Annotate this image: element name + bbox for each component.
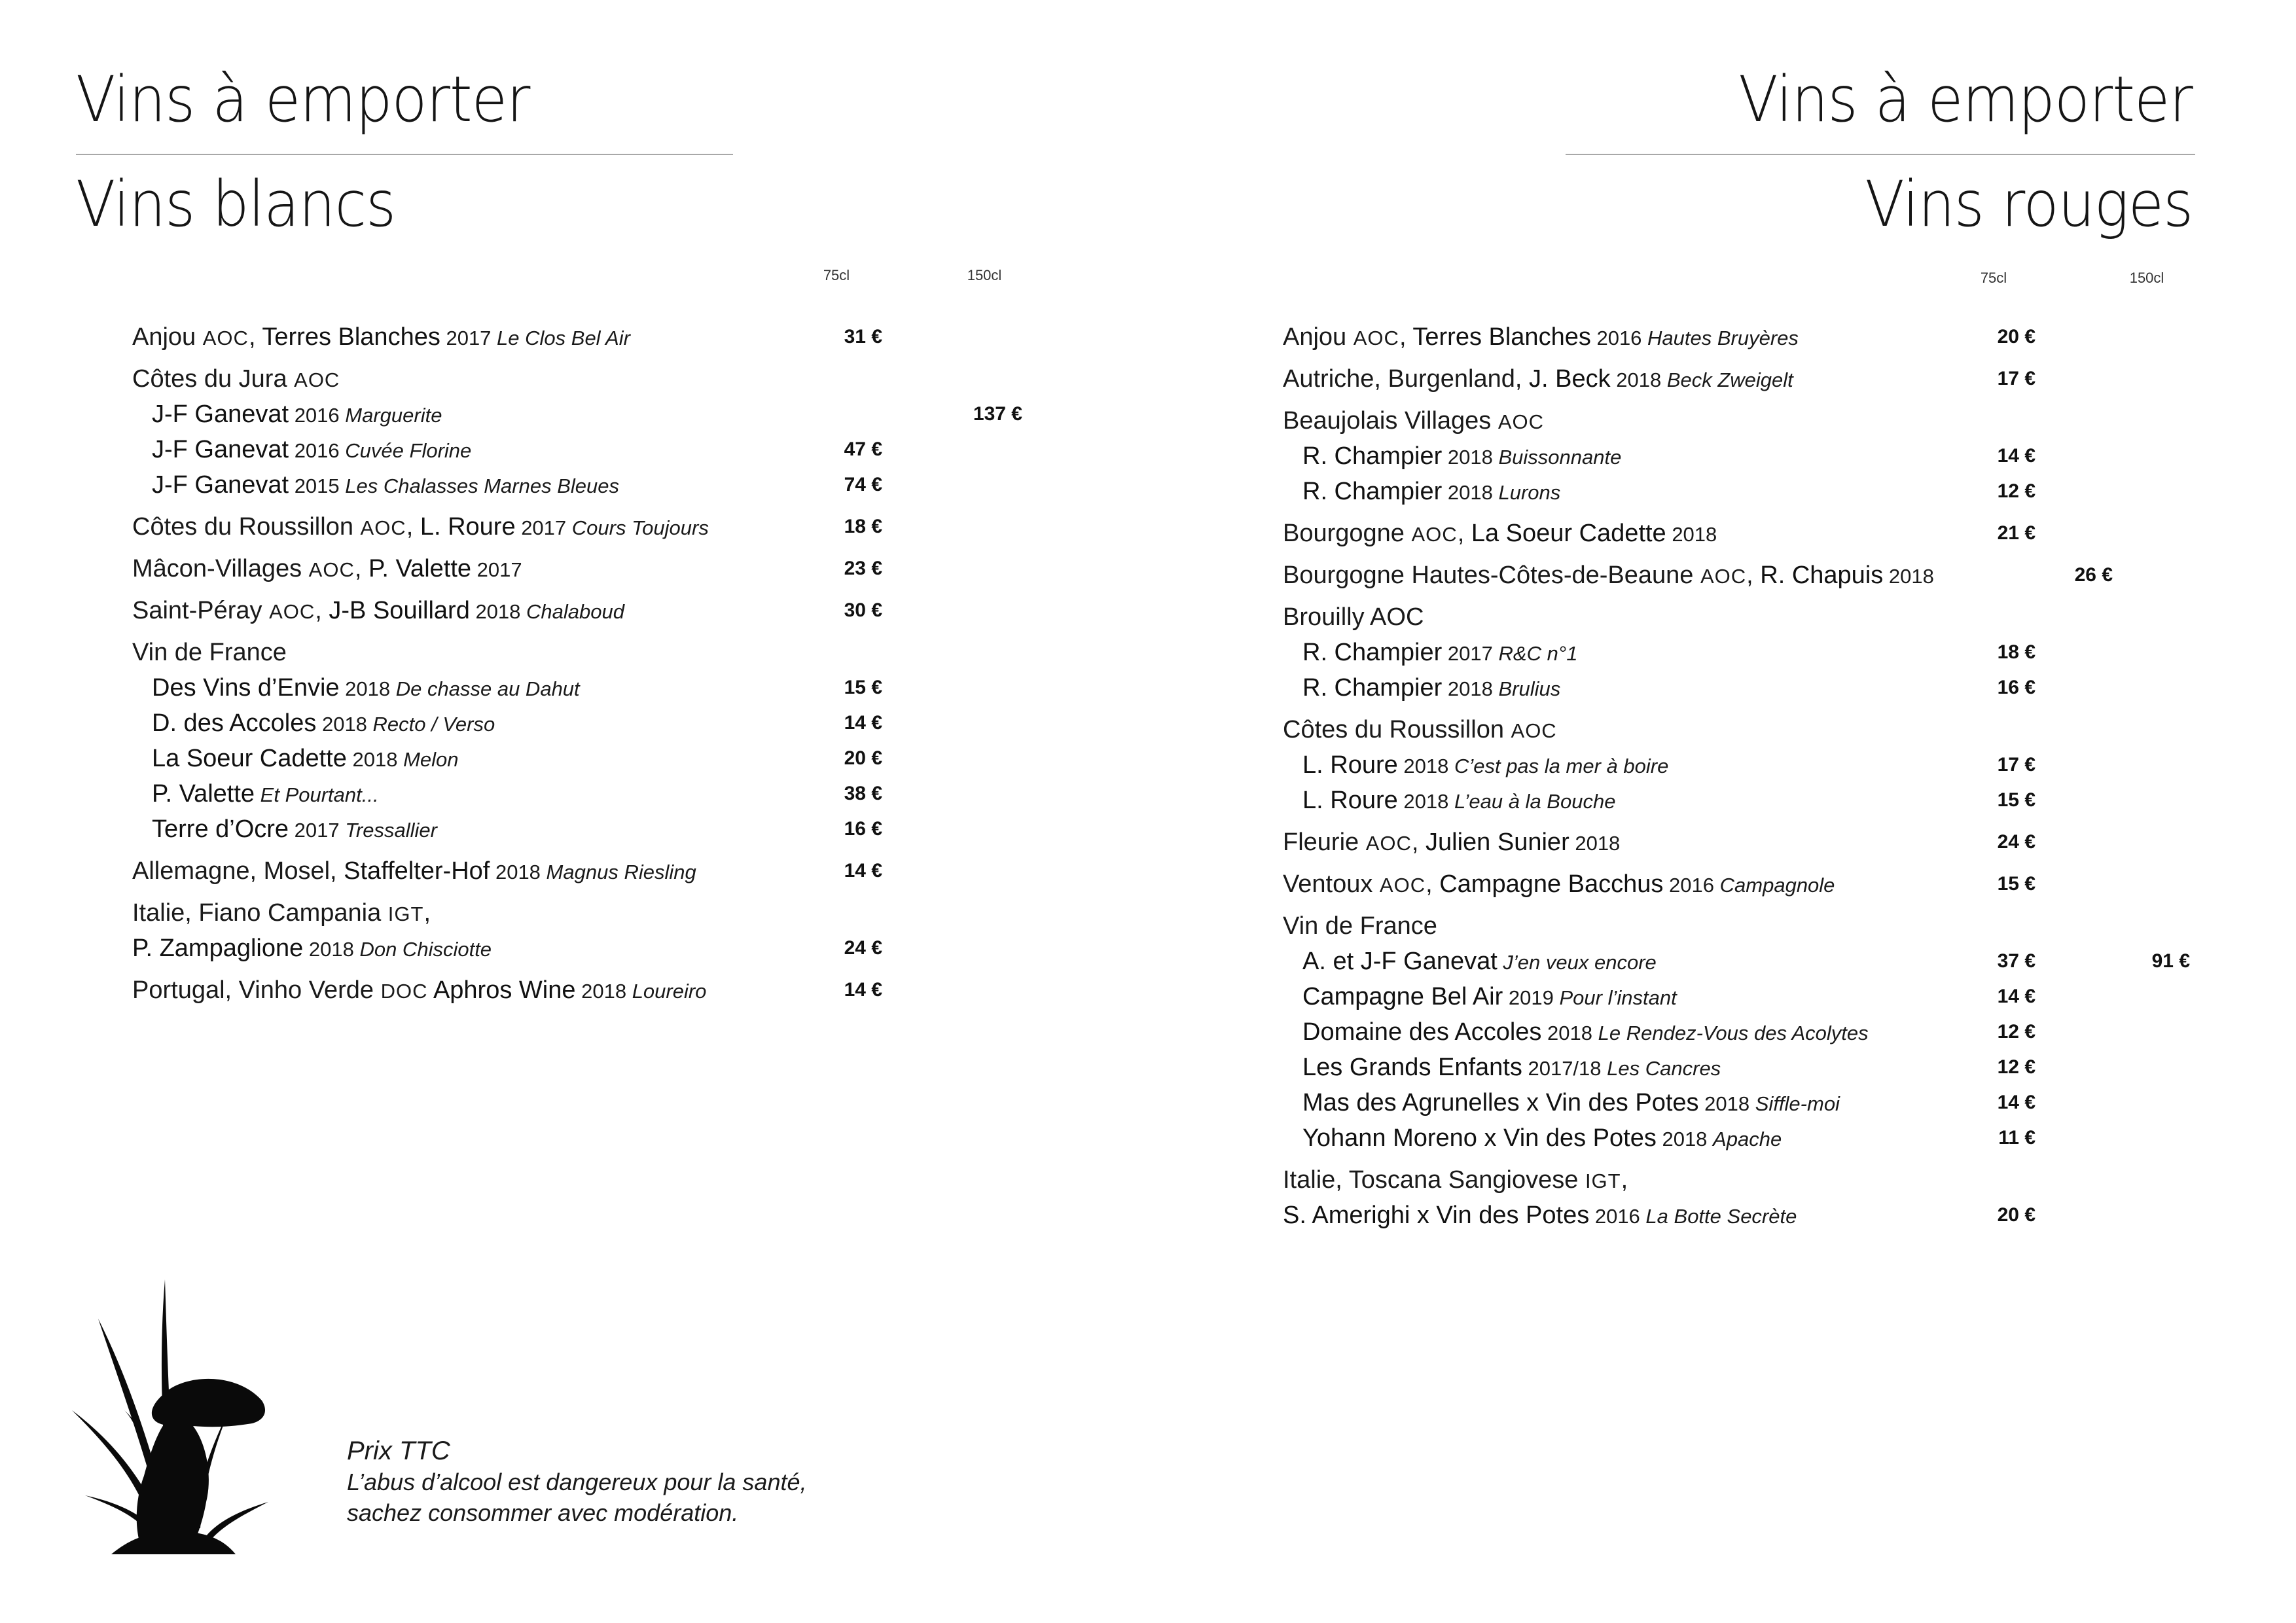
- wine-vintage: 2018: [490, 861, 547, 883]
- wine-group: [1283, 908, 2190, 1156]
- wine-appellation: AOC: [269, 600, 315, 623]
- wine-cuvee: Cuvée Florine: [345, 439, 472, 462]
- wine-vintage: 2016: [289, 439, 346, 462]
- wine-cuvee: L’eau à la Bouche: [1454, 790, 1616, 813]
- wine-vintage: 2018: [316, 713, 373, 736]
- wine-region: Bourgogne: [1283, 520, 1412, 547]
- wine-cuvee: De chasse au Dahut: [395, 677, 580, 700]
- wine-line: [1283, 474, 2036, 509]
- column-header-150cl: 150cl: [967, 267, 1002, 283]
- price-75cl: 15 €: [1997, 789, 2036, 811]
- price-75cl: 37 €: [1997, 950, 2036, 972]
- wine-cuvee: Hautes Bruyères: [1647, 327, 1799, 349]
- wine-vintage: 2018: [1541, 1022, 1598, 1044]
- price-75cl: 14 €: [1997, 1092, 2036, 1113]
- wine-group: [1283, 558, 2113, 593]
- wine-separator: ,: [1457, 520, 1471, 547]
- wine-region: Brouilly AOC: [1283, 603, 1424, 631]
- wine-line: [132, 551, 882, 586]
- wine-vintage: 2017: [515, 516, 572, 539]
- wine-producer: R. Chapuis: [1760, 562, 1884, 589]
- wine-line: [1283, 866, 2036, 902]
- wine-line: [1283, 712, 1934, 747]
- footer-warning-line2: sachez consommer avec modération.: [347, 1499, 739, 1526]
- wine-group: [1283, 516, 2036, 551]
- price-75cl: 16 €: [1997, 677, 2036, 698]
- footer-note: [347, 1436, 807, 1528]
- wine-region: Mâcon-Villages: [132, 555, 309, 582]
- wine-cuvee: Lurons: [1498, 481, 1561, 504]
- section-title: Vins rouges: [1865, 168, 2193, 241]
- wine-region: Bourgogne Hautes-Côtes-de-Beaune: [1283, 562, 1700, 589]
- wine-region: Saint-Péray: [132, 597, 270, 624]
- wine-region: Allemagne, Mosel,: [132, 857, 344, 885]
- wine-producer: P. Zampaglione: [132, 935, 304, 962]
- wine-vintage: 2016: [1589, 1205, 1646, 1228]
- wine-producer: J-F Ganevat: [152, 401, 289, 428]
- price-75cl: 18 €: [844, 516, 882, 537]
- wine-line: [1283, 403, 1934, 438]
- wine-line: [132, 467, 882, 503]
- right-page: [1148, 0, 2296, 1623]
- price-75cl: 24 €: [1997, 831, 2036, 853]
- wine-appellation: AOC: [1700, 565, 1747, 588]
- wine-appellation: AOC: [202, 327, 249, 349]
- red-wine-list: [1283, 319, 2190, 1240]
- wine-region: Côtes du Jura: [132, 365, 295, 393]
- wine-producer: Des Vins d’Envie: [152, 674, 340, 702]
- wine-separator: ,: [406, 513, 420, 541]
- price-75cl: 15 €: [844, 677, 882, 698]
- wine-vintage: 2018: [1666, 523, 1717, 546]
- wine-producer: R. Champier: [1302, 442, 1443, 470]
- price-75cl: 12 €: [1997, 480, 2036, 502]
- wine-vintage: 2018: [1883, 565, 1934, 588]
- wine-line: [132, 972, 882, 1008]
- wine-producer: Terre d’Ocre: [152, 815, 289, 843]
- price-75cl: 21 €: [1997, 522, 2036, 544]
- wine-group: [1283, 825, 2036, 860]
- price-magnum: 26 €: [2074, 564, 2113, 586]
- wine-producer: Domaine des Accoles: [1302, 1018, 1542, 1046]
- wine-group: [132, 895, 882, 966]
- wine-cuvee: Apache: [1713, 1128, 1782, 1150]
- wine-separator: ,: [1746, 562, 1761, 589]
- price-150cl: 137 €: [973, 403, 1022, 425]
- wine-producer: Yohann Moreno x Vin des Potes: [1302, 1124, 1657, 1152]
- title-divider: [76, 154, 733, 155]
- wine-producer: L. Roure: [1302, 751, 1398, 779]
- title-divider: [1566, 154, 2195, 155]
- price-75cl: 17 €: [1997, 368, 2036, 389]
- wine-producer: Les Grands Enfants: [1302, 1054, 1522, 1081]
- wine-region: Vin de France: [132, 639, 287, 666]
- page-title: Vins à emporter: [76, 63, 530, 136]
- wine-line: [1283, 361, 2036, 397]
- wine-region: Vin de France: [1283, 912, 1437, 940]
- wine-cuvee: Campagnole: [1719, 874, 1835, 897]
- wine-separator: ,: [315, 597, 329, 624]
- wine-producer: Campagne Bacchus: [1439, 870, 1664, 898]
- wine-vintage: 2018: [1397, 755, 1454, 777]
- wine-region: Anjou: [132, 323, 203, 351]
- wine-separator: ,: [1426, 870, 1440, 898]
- wine-vintage: 2017: [1442, 642, 1499, 665]
- wine-cuvee: Le Rendez-Vous des Acolytes: [1598, 1022, 1869, 1044]
- wine-producer: A. et J-F Ganevat: [1302, 948, 1498, 975]
- wine-vintage: 2016: [1663, 874, 1720, 897]
- wine-vintage: 2018: [1569, 832, 1621, 855]
- wine-cuvee: Beck Zweigelt: [1666, 368, 1793, 391]
- wine-separator: ,: [248, 323, 262, 351]
- wine-cuvee: Chalaboud: [526, 600, 624, 623]
- wine-group: [1283, 403, 2036, 509]
- price-150cl: 91 €: [2151, 950, 2190, 972]
- wine-line: [132, 895, 709, 931]
- wine-line: [1283, 1120, 2036, 1156]
- wine-appellation: AOC: [308, 558, 355, 581]
- wine-separator: [427, 976, 433, 1004]
- wine-region: Italie, Fiano Campania: [132, 899, 388, 927]
- price-75cl: 14 €: [1997, 986, 2036, 1007]
- wine-line: [1283, 635, 2036, 670]
- wine-vintage: [255, 783, 260, 806]
- wine-line: [1283, 944, 2190, 979]
- wine-group: [1283, 866, 2036, 902]
- wine-line: [132, 931, 882, 966]
- price-75cl: 20 €: [1997, 326, 2036, 348]
- wine-separator: ,: [354, 555, 368, 582]
- wine-producer: R. Champier: [1302, 478, 1443, 505]
- wine-cuvee: Buissonnante: [1498, 446, 1622, 469]
- wine-line: [132, 853, 882, 889]
- wine-appellation: AOC: [1379, 874, 1426, 897]
- wine-producer: Staffelter-Hof: [344, 857, 490, 885]
- price-75cl: 24 €: [844, 937, 882, 959]
- wine-group: [1283, 712, 2036, 818]
- wine-region: Fleurie: [1283, 829, 1366, 856]
- wine-producer: La Soeur Cadette: [1471, 520, 1666, 547]
- mushroom-grass-icon: [72, 1279, 281, 1554]
- wine-vintage: 2018: [1442, 677, 1499, 700]
- price-75cl: 14 €: [844, 712, 882, 734]
- wine-line: [1283, 1198, 2036, 1233]
- wine-vintage: 2018: [346, 748, 404, 771]
- wine-producer: L. Roure: [1302, 787, 1398, 814]
- wine-appellation: AOC: [1411, 523, 1458, 546]
- column-header-75cl: 75cl: [823, 267, 850, 283]
- wine-cuvee: Melon: [403, 748, 459, 771]
- wine-group: [132, 593, 882, 628]
- wine-appellation: AOC: [1365, 832, 1412, 855]
- page-title: Vins à emporter: [1738, 63, 2193, 136]
- wine-line: [1283, 599, 1934, 635]
- wine-vintage: 2018: [1698, 1092, 1755, 1115]
- price-75cl: 30 €: [844, 599, 882, 621]
- wine-cuvee: C’est pas la mer à boire: [1454, 755, 1669, 777]
- wine-separator: ,: [1399, 323, 1413, 351]
- wine-group: [1283, 319, 2036, 355]
- wine-line: [132, 593, 882, 628]
- wine-line: [132, 812, 882, 847]
- wine-region: Côtes du Roussillon: [132, 513, 361, 541]
- section-title: Vins blancs: [76, 168, 396, 241]
- wine-cuvee: Tressallier: [345, 819, 437, 842]
- wine-line: [132, 319, 882, 355]
- wine-cuvee: Loureiro: [632, 980, 707, 1003]
- wine-region: Anjou: [1283, 323, 1354, 351]
- wine-group: [132, 551, 882, 586]
- wine-appellation: AOC: [360, 516, 406, 539]
- wine-vintage: 2018: [1397, 790, 1454, 813]
- wine-line: [1283, 558, 2113, 593]
- column-header-75cl: 75cl: [1980, 270, 2007, 286]
- wine-producer: L. Roure: [420, 513, 516, 541]
- wine-appellation: AOC: [294, 368, 340, 391]
- wine-region: Italie, Toscana Sangiovese: [1283, 1166, 1585, 1194]
- wine-line: [1283, 1014, 2036, 1050]
- price-75cl: 11 €: [1998, 1127, 2036, 1149]
- wine-cuvee: Les Cancres: [1607, 1057, 1721, 1080]
- price-75cl: 14 €: [844, 979, 882, 1001]
- wine-line: [132, 670, 882, 705]
- wine-line: [132, 432, 882, 467]
- price-75cl: 20 €: [844, 747, 882, 769]
- wine-line: [1283, 908, 1934, 944]
- wine-separator: ,: [1411, 829, 1426, 856]
- wine-region: Ventoux: [1283, 870, 1380, 898]
- wine-appellation: IGT: [387, 902, 424, 925]
- wine-group: [1283, 361, 2036, 397]
- wine-group: [132, 361, 1022, 503]
- wine-group: [1283, 1162, 2036, 1233]
- wine-line: [1283, 979, 2036, 1014]
- wine-cuvee: Don Chisciotte: [359, 938, 492, 961]
- wine-group: [132, 509, 882, 544]
- wine-vintage: 2018: [303, 938, 360, 961]
- wine-cuvee: Siffle-moi: [1755, 1092, 1840, 1115]
- wine-group: [132, 853, 882, 889]
- wine-line: [1283, 783, 2036, 818]
- price-75cl: 23 €: [844, 558, 882, 579]
- wine-line: [1283, 319, 2036, 355]
- wine-vintage: 2018: [1442, 481, 1499, 504]
- price-75cl: 47 €: [844, 438, 882, 460]
- wine-group: [1283, 599, 2036, 705]
- wine-cuvee: Marguerite: [345, 404, 442, 427]
- wine-line: [1283, 825, 2036, 860]
- wine-line: [1283, 516, 2036, 551]
- wine-appellation: IGT: [1585, 1169, 1621, 1192]
- wine-group: [132, 319, 882, 355]
- wine-line: [132, 741, 882, 776]
- wine-line: [132, 361, 709, 397]
- wine-group: [132, 635, 882, 847]
- wine-separator: ,: [1621, 1166, 1628, 1194]
- wine-cuvee: Le Clos Bel Air: [497, 327, 630, 349]
- wine-producer: S. Amerighi x Vin des Potes: [1283, 1202, 1590, 1229]
- wine-producer: R. Champier: [1302, 674, 1443, 702]
- wine-vintage: 2016: [1590, 327, 1648, 349]
- footer-price-note: Prix TTC: [347, 1436, 450, 1465]
- wine-line: [132, 509, 882, 544]
- wine-vintage: 2018: [469, 600, 527, 623]
- price-75cl: 14 €: [1997, 445, 2036, 467]
- wine-region: Beaujolais Villages: [1283, 407, 1498, 435]
- wine-line: [1283, 1162, 1934, 1198]
- wine-line: [1283, 1050, 2036, 1085]
- wine-cuvee: Recto / Verso: [372, 713, 495, 736]
- price-75cl: 18 €: [1997, 641, 2036, 663]
- wine-vintage: 2019: [1503, 986, 1560, 1009]
- wine-vintage: 2017: [440, 327, 497, 349]
- white-wine-list: [132, 319, 1022, 1014]
- wine-cuvee: Brulius: [1498, 677, 1561, 700]
- wine-appellation: AOC: [1511, 719, 1557, 742]
- wine-producer: J-F Ganevat: [152, 471, 289, 499]
- wine-vintage: 2018: [1610, 368, 1667, 391]
- wine-region: Autriche, Burgenland,: [1283, 365, 1530, 393]
- price-75cl: 17 €: [1997, 754, 2036, 776]
- wine-line: [132, 705, 882, 741]
- wine-cuvee: Et Pourtant...: [260, 783, 379, 806]
- wine-line: [1283, 747, 2036, 783]
- wine-appellation: AOC: [1498, 410, 1545, 433]
- wine-producer: Aphros Wine: [433, 976, 576, 1004]
- wine-line: [132, 635, 709, 670]
- wine-line: [1283, 670, 2036, 705]
- wine-line: [1283, 1085, 2036, 1120]
- wine-producer: R. Champier: [1302, 639, 1443, 666]
- wine-cuvee: Magnus Riesling: [546, 861, 696, 883]
- wine-producer: La Soeur Cadette: [152, 745, 347, 772]
- wine-vintage: 2018: [339, 677, 396, 700]
- price-75cl: 38 €: [844, 783, 882, 804]
- price-75cl: 74 €: [844, 474, 882, 495]
- wine-group: [132, 972, 882, 1008]
- column-header-150cl: 150cl: [2129, 270, 2164, 286]
- wine-vintage: 2017: [289, 819, 346, 842]
- wine-region: Côtes du Roussillon: [1283, 716, 1511, 743]
- wine-vintage: 2018: [1442, 446, 1499, 469]
- wine-line: [132, 776, 882, 812]
- wine-producer: Julien Sunier: [1426, 829, 1570, 856]
- wine-appellation: AOC: [1353, 327, 1399, 349]
- wine-producer: D. des Accoles: [152, 709, 317, 737]
- price-75cl: 20 €: [1997, 1204, 2036, 1226]
- wine-cuvee: Cours Toujours: [571, 516, 709, 539]
- price-75cl: 15 €: [1997, 873, 2036, 895]
- price-75cl: 14 €: [844, 860, 882, 882]
- wine-vintage: 2018: [1656, 1128, 1713, 1150]
- wine-producer: Terres Blanches: [262, 323, 440, 351]
- wine-cuvee: La Botte Secrète: [1645, 1205, 1797, 1228]
- wine-producer: P. Valette: [368, 555, 472, 582]
- wine-separator: ,: [423, 899, 431, 927]
- wine-vintage: 2017: [471, 558, 522, 581]
- wine-appellation: DOC: [380, 980, 428, 1003]
- wine-vintage: 2016: [289, 404, 346, 427]
- wine-vintage: 2018: [575, 980, 632, 1003]
- price-75cl: 12 €: [1997, 1021, 2036, 1043]
- price-75cl: 31 €: [844, 326, 882, 348]
- wine-region: Portugal, Vinho Verde: [132, 976, 381, 1004]
- wine-producer: J-B Souillard: [329, 597, 470, 624]
- footer-warning-line1: L’abus d’alcool est dangereux pour la santé,: [347, 1469, 807, 1495]
- wine-producer: Campagne Bel Air: [1302, 983, 1503, 1010]
- wine-producer: Mas des Agrunelles x Vin des Potes: [1302, 1089, 1699, 1116]
- price-75cl: 12 €: [1997, 1056, 2036, 1078]
- wine-producer: P. Valette: [152, 780, 255, 808]
- wine-vintage: 2017/18: [1522, 1057, 1607, 1080]
- wine-producer: Terres Blanches: [1412, 323, 1591, 351]
- wine-producer: J. Beck: [1529, 365, 1611, 393]
- price-75cl: 16 €: [844, 818, 882, 840]
- wine-line: [132, 397, 1022, 432]
- wine-line: [1283, 438, 2036, 474]
- wine-cuvee: Pour l’instant: [1559, 986, 1677, 1009]
- wine-cuvee: J’en veux encore: [1503, 951, 1657, 974]
- wine-cuvee: R&C n°1: [1498, 642, 1578, 665]
- wine-cuvee: Les Chalasses Marnes Bleues: [345, 474, 619, 497]
- wine-vintage: 2015: [289, 474, 346, 497]
- wine-producer: J-F Ganevat: [152, 436, 289, 463]
